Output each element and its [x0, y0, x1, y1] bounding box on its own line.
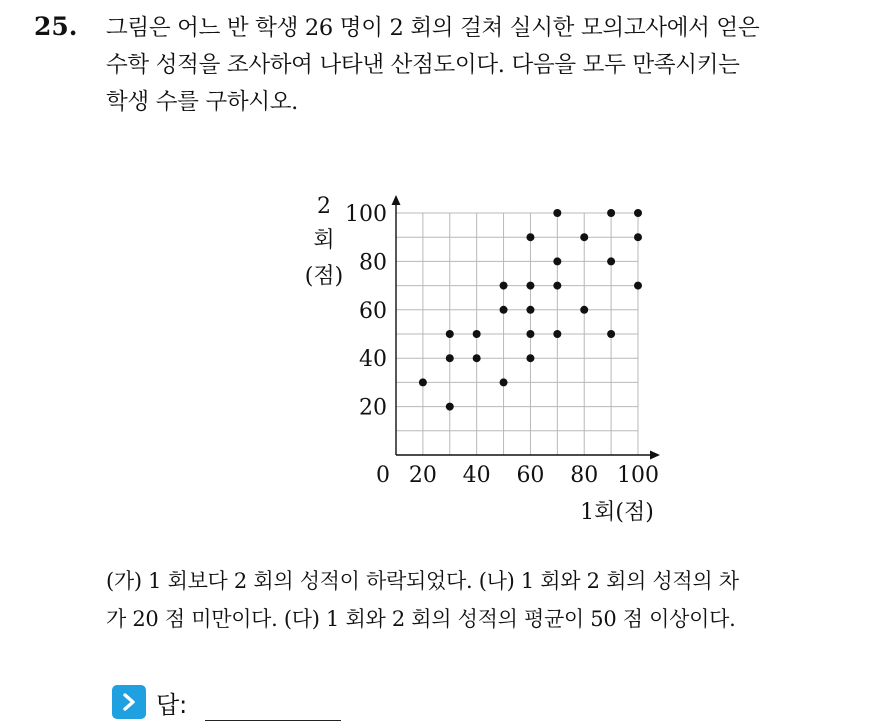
- answer-blank[interactable]: [205, 684, 341, 721]
- data-point: [634, 209, 642, 217]
- x-tick-label: 20: [408, 463, 437, 488]
- y-tick-label: 60: [359, 298, 387, 324]
- origin-label: 0: [376, 463, 390, 488]
- axes: [392, 195, 661, 460]
- data-point: [526, 282, 534, 290]
- data-point: [580, 233, 588, 241]
- condition-line: 가 20 점 미만이다. (다) 1 회와 2 회의 성적의 평균이 50 점 이상이다.: [106, 607, 736, 631]
- data-point: [634, 233, 642, 241]
- x-tick-label: 80: [570, 463, 599, 488]
- data-point: [607, 330, 615, 338]
- condition-line: (가) 1 회보다 2 회의 성적이 하락되었다. (나) 1 회와 2 회의 성적의 차: [106, 569, 739, 593]
- x-axis-label: 1회(점): [580, 500, 654, 525]
- y-axis-label: (점): [304, 264, 344, 289]
- data-point: [526, 354, 534, 362]
- question-line: 그림은 어느 반 학생 26 명이 2 회의 걸쳐 실시한 모의고사에서 얻은: [106, 15, 760, 41]
- data-point: [446, 403, 454, 411]
- data-point: [607, 257, 615, 265]
- x-tick-label: 60: [516, 463, 545, 488]
- grid: [396, 213, 638, 455]
- tick-labels: [345, 202, 659, 488]
- data-point: [446, 330, 454, 338]
- y-tick-label: 100: [345, 202, 387, 227]
- data-point: [526, 306, 534, 314]
- data-point: [553, 257, 561, 265]
- y-tick-label: 40: [359, 347, 387, 373]
- conditions: [106, 562, 876, 638]
- data-point: [446, 354, 454, 362]
- data-point: [526, 330, 534, 338]
- chevron-right-icon: [112, 685, 146, 719]
- y-axis-label: 회: [313, 228, 335, 253]
- data-point: [607, 209, 615, 217]
- y-axis-arrow: [392, 195, 401, 205]
- data-point: [419, 378, 427, 386]
- y-axis-label: 2: [317, 194, 331, 219]
- data-point: [473, 330, 481, 338]
- data-point: [500, 306, 508, 314]
- y-tick-label: 80: [359, 250, 387, 276]
- x-axis-arrow: [650, 451, 660, 460]
- data-point: [634, 282, 642, 290]
- data-point: [553, 209, 561, 217]
- data-point: [500, 378, 508, 386]
- question-number: 25.: [34, 12, 78, 41]
- data-point: [473, 354, 481, 362]
- data-point: [500, 282, 508, 290]
- answer-label: 답:: [156, 690, 188, 719]
- question-line: 학생 수를 구하시오.: [106, 89, 299, 115]
- answer-row: [112, 680, 341, 724]
- data-point: [553, 330, 561, 338]
- y-tick-label: 20: [359, 395, 387, 421]
- x-tick-label: 40: [462, 463, 491, 488]
- data-point: [580, 306, 588, 314]
- question-line: 수학 성적을 조사하여 나타낸 산점도이다. 다음을 모두 만족시키는: [106, 52, 740, 78]
- data-point: [526, 233, 534, 241]
- x-tick-label: 100: [617, 463, 659, 488]
- data-point: [553, 282, 561, 290]
